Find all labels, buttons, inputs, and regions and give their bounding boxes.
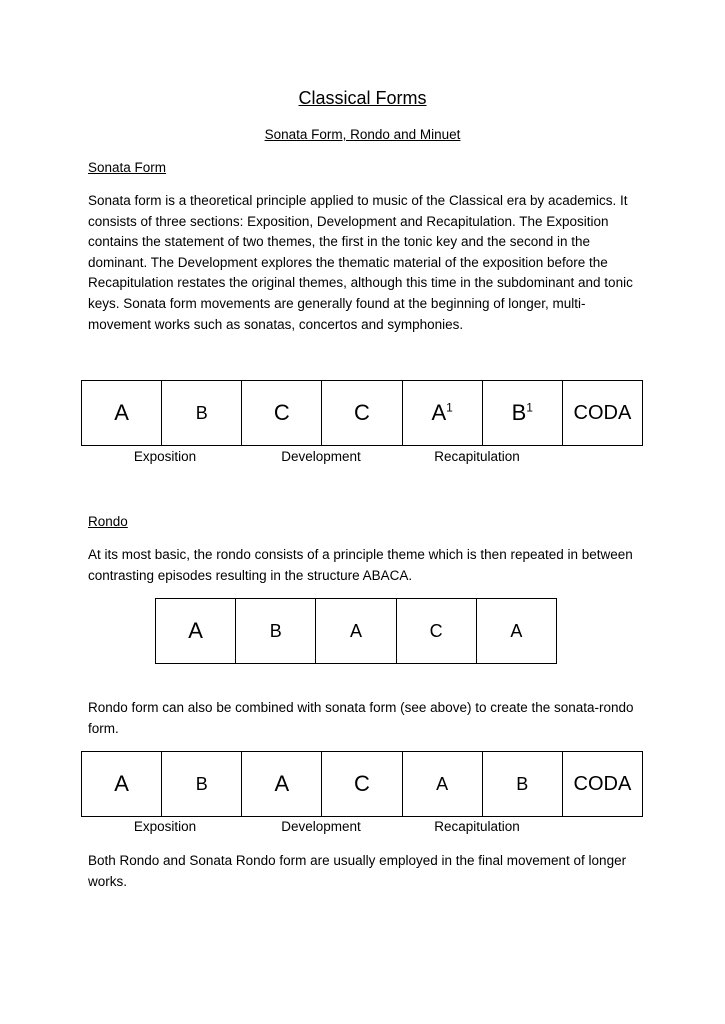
- sonata-rondo-cell: CODA: [562, 752, 642, 817]
- rondo-structure-table: [155, 598, 557, 664]
- sonata-rondo-paragraph: Rondo form can also be combined with sonata form (see above) to create the sonata-rondo form.: [88, 700, 634, 736]
- sonata-cell: C: [322, 381, 402, 446]
- sonata-cell: B: [162, 381, 242, 446]
- rondo-heading: Rondo: [88, 514, 128, 529]
- rondo-cell: A: [156, 599, 236, 664]
- sonata-paragraph: Sonata form is a theoretical principle applied to music of the Classical era by academics. It consists of three sections: Exposition, Development and Recapitulation. The Exposition contains the statement of two themes, the first in the tonic key and the second in the dominant. The Development explores the thematic material of the exposition before the Recapitulation restates the original themes, although this time in the subdominant and tonic keys. Sonata form movements are generally found at the beginning of longer, multi-movement works such as sonatas, concertos and symphonies.: [88, 193, 633, 332]
- caption-development: Development: [281, 819, 361, 834]
- rondo-cell: B: [236, 599, 316, 664]
- sonata-structure-table: [81, 380, 643, 446]
- sonata-cell: C: [242, 381, 322, 446]
- sonata-rondo-cell: A: [82, 752, 162, 817]
- caption-exposition: Exposition: [133, 449, 197, 464]
- rondo-cell: A: [316, 599, 396, 664]
- page-subtitle: Sonata Form, Rondo and Minuet: [264, 127, 461, 142]
- sonata-rondo-cell: B: [162, 752, 242, 817]
- rondo-cell: A: [476, 599, 556, 664]
- sonata-rondo-cell: C: [322, 752, 402, 817]
- caption-recapitulation: Recapitulation: [434, 819, 520, 834]
- sonata-cell: $B^1$: [482, 381, 562, 446]
- closing-paragraph: Both Rondo and Sonata Rondo form are usually employed in the final movement of longer works.: [88, 853, 627, 889]
- sonata-heading: Sonata Form: [88, 160, 167, 175]
- sonata-rondo-structure-table: [81, 751, 643, 817]
- sonata-rondo-cell: A: [402, 752, 482, 817]
- superscript: 1: [446, 400, 453, 415]
- caption-development: Development: [281, 449, 361, 464]
- sonata-rondo-cell: B: [482, 752, 562, 817]
- sonata-cell: A: [82, 381, 162, 446]
- sonata-cell: CODA: [562, 381, 642, 446]
- page-title: Classical Forms: [298, 88, 427, 108]
- caption-exposition: Exposition: [133, 819, 197, 834]
- rondo-cell: C: [396, 599, 476, 664]
- superscript: 1: [526, 400, 533, 415]
- sonata-cell: $A^1$: [402, 381, 482, 446]
- caption-recapitulation: Recapitulation: [434, 449, 520, 464]
- rondo-paragraph: At its most basic, the rondo consists of a principle theme which is then repeated in between contrasting episodes resulting in the structure ABACA.: [88, 547, 633, 583]
- sonata-rondo-cell: A: [242, 752, 322, 817]
